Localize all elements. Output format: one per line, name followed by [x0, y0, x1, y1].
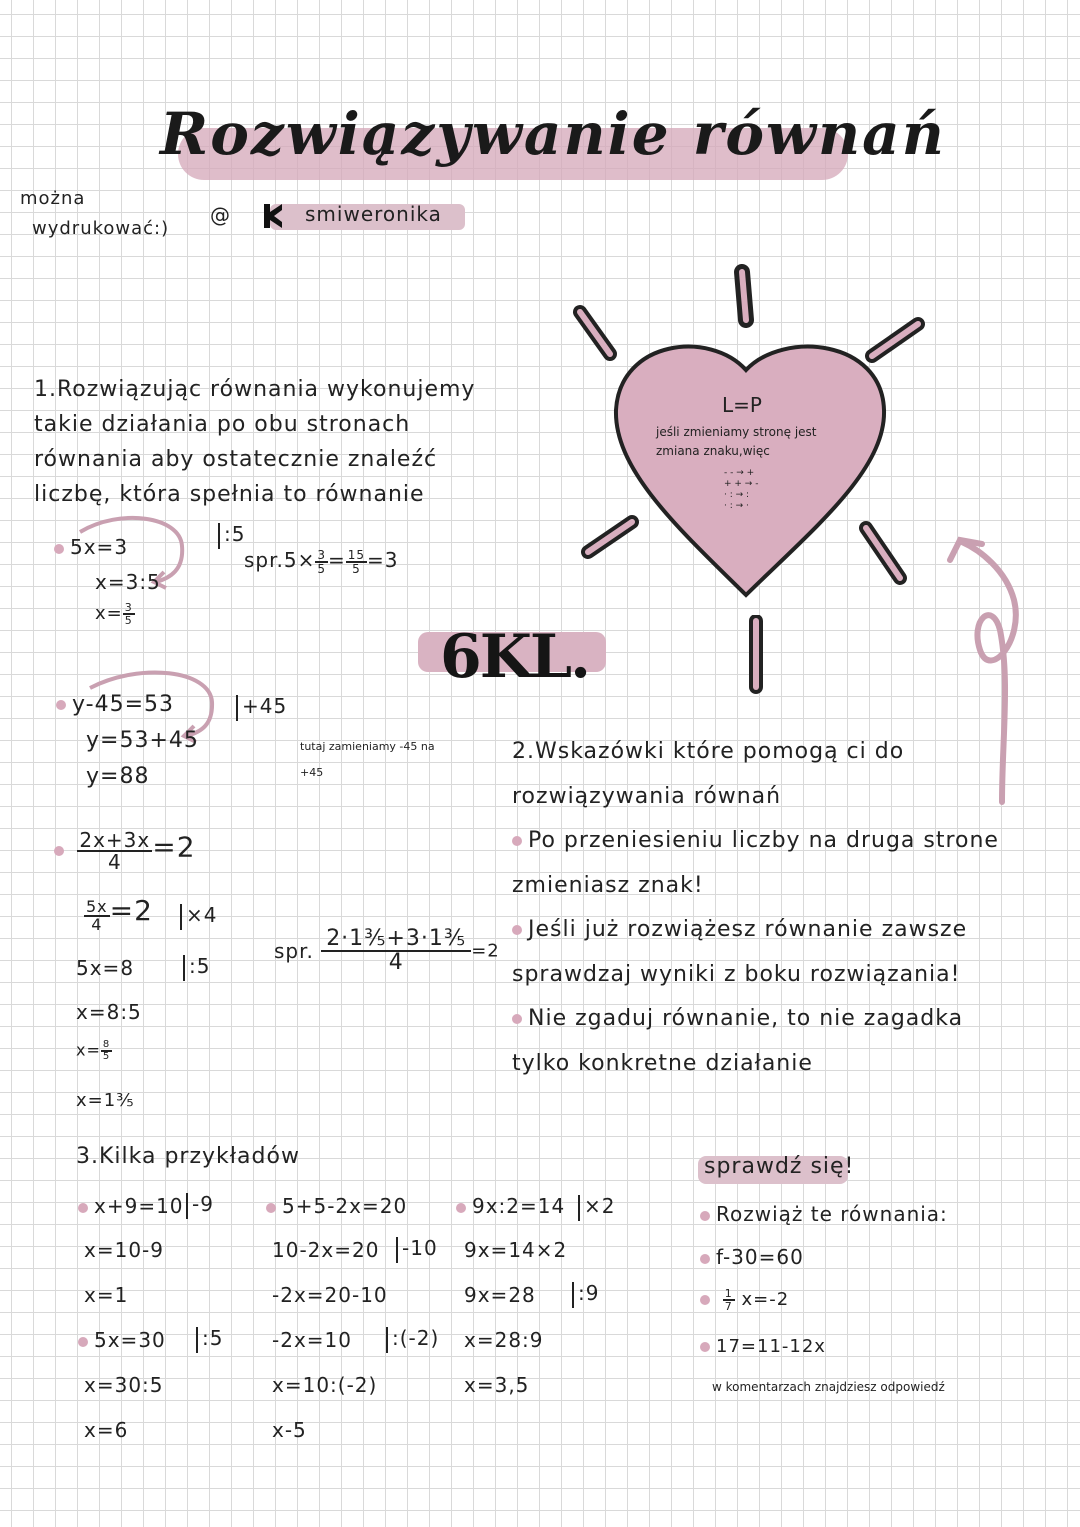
quiz-intro: Rozwiąż te równania: — [700, 1202, 948, 1226]
tip-item-cont: zmieniasz znak! — [512, 872, 704, 898]
example-operation: :5 — [196, 1326, 223, 1353]
section3-heading: 3.Kilka przykładów — [76, 1144, 300, 1169]
handle-name: smiweronika — [305, 202, 442, 226]
ex3-line1: $\frac{2x+3x}{4}$ =2 — [54, 830, 196, 872]
example-line: -2x=10 — [272, 1328, 352, 1352]
ex2-line2: y=53+45 — [86, 728, 199, 753]
example-line: x=30:5 — [84, 1373, 164, 1397]
example-line: -2x=20-10 — [272, 1283, 388, 1307]
print-note-line1: można — [20, 188, 86, 209]
ex3-line3: 5x=8 — [76, 956, 135, 980]
quiz-item: $\frac{1}{7}$ x=-2 — [700, 1288, 789, 1312]
sign-rule: · : → : — [724, 490, 750, 500]
tip-item: Po przeniesieniu liczby na druga strone — [512, 819, 999, 864]
section1-intro — [34, 372, 475, 512]
ex3-operation-multiply: ×4 — [180, 903, 217, 930]
example-line: x=10-9 — [84, 1238, 164, 1262]
example-operation: :9 — [572, 1281, 599, 1308]
quiz-footer: w komentarzach znajdziesz odpowiedź — [712, 1380, 945, 1394]
section1-line: równania aby ostatecznie znaleźć — [34, 447, 438, 472]
section2-tips — [512, 730, 999, 1086]
page-title: Rozwiązywanie równań — [160, 100, 946, 168]
ex1-fraction: $\frac{3}{5}$ — [124, 601, 133, 627]
quiz-heading: sprawdź się! — [704, 1154, 855, 1179]
quiz-item: f-30=60 — [700, 1245, 804, 1269]
tips-heading-cont: rozwiązywania równań — [512, 783, 782, 809]
example-operation: -10 — [396, 1236, 438, 1263]
example-line: x+9=10 — [78, 1194, 184, 1218]
section1-line: takie działania po obu stronach — [34, 412, 411, 437]
ex2-operation: +45 — [236, 694, 287, 721]
ex3-line2: $\frac{5x}{4}$ =2 — [86, 894, 153, 934]
example-operation: ×2 — [578, 1194, 615, 1221]
ex1-line3-lead: x= — [95, 603, 123, 624]
example-line: x=1 — [84, 1283, 129, 1307]
tip-item-cont: tylko konkretne działanie — [512, 1050, 813, 1076]
ex1-check: spr.5× $\frac{3}{5}$ = $\frac{15}{5}$ =3 — [244, 547, 399, 576]
ex3-line6: x=1⅗ — [76, 1090, 135, 1111]
example-line: 9x=28 — [464, 1283, 536, 1307]
ex1-line1: 5x=3 — [54, 535, 128, 559]
sign-rule: - - → + — [724, 468, 755, 478]
sign-rule: · : → · — [724, 501, 749, 511]
ex3-check: spr. $\frac{\text{2·1⅗+3·1⅗}}{4}$ =2 — [274, 926, 500, 975]
heart-ray-bottom — [746, 615, 766, 695]
ex2-line1: y-45=53 — [56, 692, 174, 717]
example-line: x=28:9 — [464, 1328, 544, 1352]
example-line: 10-2x=20 — [272, 1238, 380, 1262]
example-line: x-5 — [272, 1418, 307, 1442]
heart-sign-rules — [724, 468, 758, 512]
example-operation: :(-2) — [386, 1326, 439, 1353]
brand-logo-icon — [260, 202, 288, 230]
section1-line: 1.Rozwiązując równania wykonujemy — [34, 377, 476, 402]
tip-item-cont: sprawdzaj wyniki z boku rozwiązania! — [512, 961, 961, 987]
section1-line: liczbę, która spełnia to równanie — [34, 482, 425, 507]
ex3-line5: x= $\frac{8}{5}$ — [76, 1039, 111, 1062]
ex1-operation: :5 — [218, 522, 245, 549]
ex1-line3 — [95, 602, 135, 626]
example-line: 5+5-2x=20 — [266, 1194, 407, 1218]
grade-badge: 6KL. — [440, 622, 589, 692]
example-line: x=3,5 — [464, 1373, 530, 1397]
ex1-line2: x=3:5 — [95, 570, 161, 594]
print-note-line2: wydrukować:) — [32, 218, 170, 239]
tips-heading: 2.Wskazówki które pomogą ci do — [512, 739, 905, 764]
example-operation: -9 — [186, 1192, 214, 1219]
handle-at-sign: @ — [210, 203, 231, 227]
ex2-line3: y=88 — [86, 764, 150, 789]
ex2-note-line1: tutaj zamieniamy -45 na — [300, 740, 435, 753]
ex3-line4: x=8:5 — [76, 1000, 142, 1024]
sign-rule: + + → - — [724, 479, 759, 489]
ex2-note-line2: +45 — [300, 766, 324, 779]
tip-item: Nie zgaduj równanie, to nie zagadka — [512, 997, 999, 1042]
example-line: 9x=14×2 — [464, 1238, 568, 1262]
example-line: 5x=30 — [78, 1328, 166, 1352]
quiz-item: 17=11-12x — [700, 1336, 826, 1357]
heart-note-line1: jeśli zmieniamy stronę jest — [656, 425, 817, 439]
tip-item: Jeśli już rozwiążesz równanie zawsze — [512, 908, 999, 953]
heart-note-line2: zmiana znaku,więc — [656, 444, 770, 458]
ex3-operation-divide: :5 — [183, 954, 210, 981]
example-line: 9x:2=14 — [456, 1194, 565, 1218]
example-line: x=6 — [84, 1418, 129, 1442]
heart-equation: L=P — [722, 393, 762, 417]
example-line: x=10:(-2) — [272, 1373, 378, 1397]
